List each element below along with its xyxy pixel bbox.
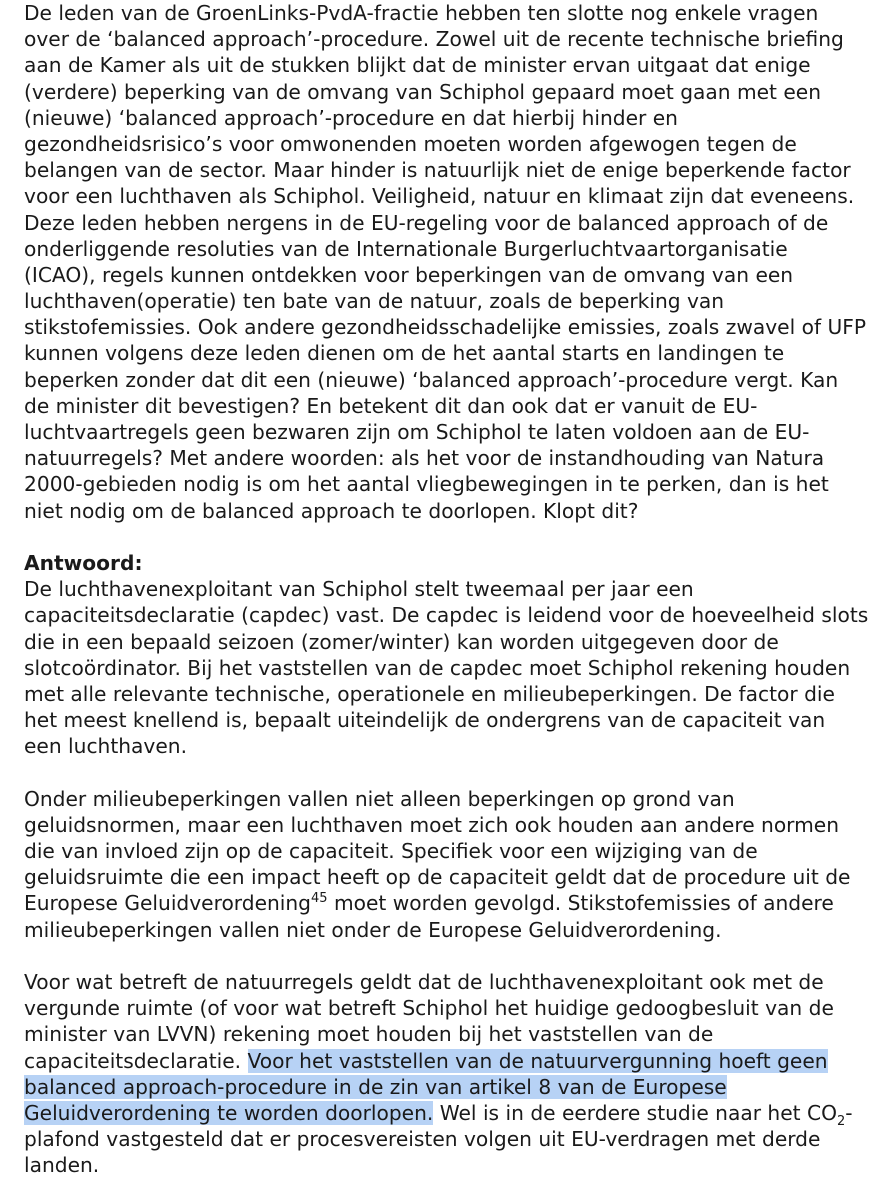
- text-line: minister van LVVN) rekening moet houden bij het vaststellen van de: [24, 1022, 714, 1047]
- text-line: Onder milieubeperkingen vallen niet alleen beperkingen op grond van: [24, 786, 735, 811]
- text-line: slotcoördinator. Bij het vaststellen van de capdec moet Schiphol rekening houden: [24, 655, 851, 680]
- text-segment: Wel is in de eerdere studie naar het CO: [433, 1100, 837, 1125]
- text-segment: moet worden gevolgd. Stikstofemissies of andere: [327, 891, 834, 916]
- text-line: het meest knellend is, bepaalt uiteindelijk de ondergrens van de capaciteit van: [24, 708, 826, 733]
- text-line: luchtvaartregels geen bezwaren zijn om Schiphol te laten voldoen aan de EU-: [24, 420, 810, 444]
- text-line: (nieuwe) ‘balanced approach’-procedure en dat hierbij hinder en: [24, 105, 678, 130]
- text-segment: capaciteitsdeclaratie.: [24, 1048, 248, 1073]
- paragraph-spacer: [24, 759, 860, 785]
- text-line: vergunde ruimte (of voor wat betreft Schiphol het huidige gedoogbesluit van de: [24, 996, 834, 1021]
- subscript: 2: [836, 1113, 846, 1129]
- text-line: (ICAO), regels kunnen ontdekken voor beperkingen van de omvang van een: [24, 262, 794, 287]
- text-line: een luchthaven.: [24, 734, 188, 759]
- text-line: milieubeperkingen vallen niet onder de Europese Geluidverordening.: [24, 917, 722, 942]
- text-line: 2000-gebieden nodig is om het aantal vliegbewegingen in te perken, dan is het: [24, 472, 829, 497]
- text-line: geluidsnormen, maar een luchthaven moet zich ook houden aan andere normen: [24, 812, 840, 837]
- text-line: [24, 1100, 860, 1129]
- text-line: Voor wat betreft de natuurregels geldt dat de luchthavenexploitant ook met de: [24, 969, 824, 994]
- text-line: De leden van de GroenLinks-PvdA-fractie hebben ten slotte nog enkele vragen: [24, 1, 819, 25]
- text-line: die in een bepaald seizoen (zomer/winter) kan worden uitgegeven door de: [24, 629, 779, 654]
- text-line: (verdere) beperking van de omvang van Schiphol gepaard moet gaan met een: [24, 79, 822, 104]
- text-segment: Europese Geluidverordening: [24, 891, 312, 916]
- text-line: voor een luchthaven als Schiphol. Veiligheid, natuur en klimaat zijn dat eveneens.: [24, 184, 855, 209]
- text-line: Deze leden hebben nergens in de EU-regeling voor de balanced approach of de: [24, 210, 829, 235]
- text-line: beperken zonder dat dit een (nieuwe) ‘balanced approach’-procedure vergt. Kan: [24, 367, 839, 392]
- text-segment: -: [845, 1100, 853, 1125]
- text-line: landen.: [24, 1153, 100, 1178]
- text-line: capaciteitsdeclaratie (capdec) vast. De capdec is leidend voor de hoeveelheid slots: [24, 603, 869, 628]
- text-line: stikstofemissies. Ook andere gezondheidsschadelijke emissies, zoals zwavel of UFP: [24, 315, 867, 340]
- text-line: natuurregels? Met andere woorden: als het voor de instandhouding van Natura: [24, 446, 825, 471]
- footnote-reference[interactable]: 45: [311, 890, 328, 906]
- question-paragraph: [24, 0, 867, 524]
- text-line: [24, 1048, 860, 1074]
- document-page: [24, 0, 869, 1178]
- text-line: belangen van de sector. Maar hinder is natuurlijk niet de enige beperkende factor: [24, 158, 851, 183]
- answer-heading: Antwoord:: [24, 550, 143, 575]
- text-line: niet nodig om de balanced approach te doorlopen. Klopt dit?: [24, 498, 639, 523]
- text-line: [24, 890, 860, 916]
- highlighted-selection[interactable]: Voor het vaststellen van de natuurvergunning hoeft geen: [247, 1048, 828, 1073]
- text-line: met alle relevante technische, operationele en milieubeperkingen. De factor die: [24, 681, 835, 706]
- text-line: geluidsruimte die een impact heeft op de capaciteit geldt dat de procedure uit de: [24, 865, 851, 890]
- answer-paragraph-3: [24, 969, 860, 1179]
- highlighted-selection[interactable]: balanced approach-procedure in de zin van artikel 8 van de Europese: [24, 1074, 727, 1099]
- text-line: De luchthavenexploitant van Schiphol stelt tweemaal per jaar een: [24, 577, 694, 602]
- highlighted-selection[interactable]: Geluidverordening te worden doorlopen.: [24, 1100, 434, 1125]
- paragraph-spacer: [24, 524, 860, 550]
- text-line: aan de Kamer als uit de stukken blijkt dat de minister ervan uitgaat dat enige: [24, 53, 811, 78]
- text-line: die van invloed zijn op de capaciteit. Specifiek voor een wijziging van de: [24, 839, 758, 863]
- answer-paragraph-2: [24, 786, 860, 943]
- answer-paragraph-1: [24, 576, 869, 759]
- text-line: kunnen volgens deze leden dienen om de het aantal starts en landingen te: [24, 341, 785, 366]
- text-line: [24, 1074, 860, 1100]
- text-line: de minister dit bevestigen? En betekent dit dan ook dat er vanuit de EU-: [24, 393, 758, 418]
- paragraph-spacer: [24, 943, 860, 969]
- text-line: luchthaven(operatie) ten bate van de natuur, zoals de beperking van: [24, 289, 725, 314]
- text-line: over de ‘balanced approach’-procedure. Zowel uit de recente technische briefing: [24, 27, 844, 52]
- text-line: gezondheidsrisico’s voor omwonenden moeten worden afgewogen tegen de: [24, 131, 797, 156]
- text-line: onderliggende resoluties van de Internationale Burgerluchtvaartorganisatie: [24, 236, 788, 261]
- text-line: plafond vastgesteld dat er procesvereisten volgen uit EU-verdragen met derde: [24, 1127, 821, 1152]
